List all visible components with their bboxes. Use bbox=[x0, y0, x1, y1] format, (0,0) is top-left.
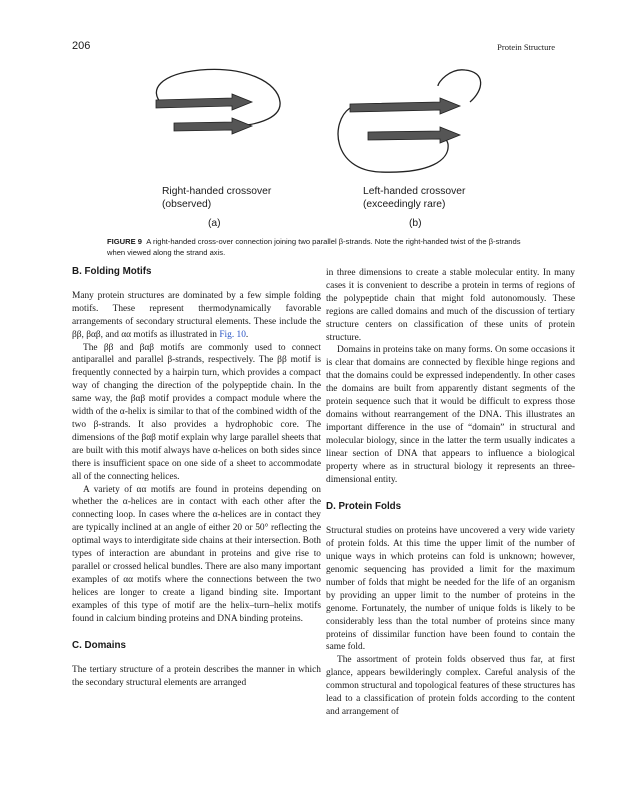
left-handed-crossover-diagram bbox=[338, 70, 481, 172]
beta-strand-arrow bbox=[350, 98, 460, 114]
running-title: Protein Structure bbox=[497, 42, 555, 52]
figure-tag-b: (b) bbox=[409, 218, 422, 229]
beta-strand-arrow bbox=[174, 118, 252, 134]
paragraph-text: . bbox=[245, 329, 249, 340]
right-handed-crossover-diagram bbox=[156, 69, 280, 134]
figure-label-left bbox=[162, 186, 271, 211]
right-label-line2: (exceedingly rare) bbox=[363, 198, 446, 210]
paragraph: A variety of αα motifs are found in proteins depending on whether the α-helices are in contact with each other after the connecting loop. In cases where the α-helices are in contact they are typically inclined at an angle of either 20 or 50° reflecting the optimal ways to interdigitate side chains at their intersection. Both types of interaction are abundant in proteins and give rise to parallel or crossed helical bundles. There are also many important examples of αα motifs where the connections between the two helices are longer to create a ligand binding site. Important examples of this type of motif are the helix–turn–helix motifs found in calcium binding proteins and DNA binding proteins. bbox=[72, 484, 321, 624]
fig-10-link[interactable]: Fig. 10 bbox=[219, 329, 246, 340]
heading-folding-motifs: B. Folding Motifs bbox=[72, 266, 152, 277]
figure-caption bbox=[107, 236, 532, 258]
paragraph: The tertiary structure of a protein describes the manner in which the secondary structural elements are arranged bbox=[72, 665, 321, 689]
heading-domains: C. Domains bbox=[72, 640, 126, 652]
paragraph: Domains in proteins take on many forms. On some occasions it is clear that domains are connected by flexible hinge regions and that the domains could be expressed independently. In other cases the domains are built from apparently distant segments of the protein sequence such that it would be difficult to express those domains without rearrangement of the DNA. This illustrates an important difference in the use of “domain” in structural and molecular biology, since in the latter the term usually indicates a linear section of DNA that appears to influence a biological property where as in structural biology it represents an three-dimensional entity. bbox=[326, 345, 575, 485]
right-label-line1: Left-handed crossover bbox=[363, 186, 466, 197]
right-column bbox=[326, 267, 575, 719]
caption-text: A right-handed cross-over connection joining two parallel β-strands. Note the right-handed twist of the β-strands when viewed along the strand axis. bbox=[107, 237, 521, 257]
paragraph: The assortment of protein folds observed thus far, at first glance, appears bewilderingly complex. Careful analysis of the common structural and topological features of these structures has lead to a classification of protein folds according to the content and arrangement of bbox=[326, 655, 575, 717]
beta-strand-arrow bbox=[156, 94, 252, 110]
left-label-line2: (observed) bbox=[162, 198, 212, 210]
caption-label: FIGURE 9 bbox=[107, 237, 143, 246]
figure-illustration bbox=[120, 60, 510, 190]
paragraph-text: Many protein structures are dominated by a few simple folding motifs. These represent thermodynamically favorable arrangements of secondary structural elements. These include the ββ, βαβ, and αα motifs as illustrated in bbox=[72, 290, 321, 340]
page-number: 206 bbox=[72, 40, 91, 52]
figure-tag-a: (a) bbox=[208, 218, 221, 229]
paragraph: in three dimensions to create a stable molecular entity. In many cases it is convenient to describe a protein in terms of regions of the polypeptide chain that might fold autonomously. These regions are called domains and much of the discussion of tertiary structure centers on classification of these units of protein structure. bbox=[326, 268, 575, 343]
paragraph: The ββ and βαβ motifs are commonly used to connect antiparallel and parallel β-strands, respectively. The ββ motif is frequently connected by a hairpin turn, which provides a compact way of changing the direction of the polypeptide chain. In the same way, the βαβ motif provides a compact module where the width of the α-helix is similar to that of the combined width of the two β-strands. It also provides a hydrophobic core. The dimensions of the βαβ motif explain why large parallel sheets that are built with this motif always have α-helices on both sides since there is insufficient space on one side of a sheet to accommodate all of the connecting helices. bbox=[72, 342, 321, 482]
figure-label-right bbox=[363, 186, 465, 211]
paragraph: Structural studies on proteins have uncovered a very wide variety of protein folds. At this time the upper limit of the number of unique ways in which proteins can fold is unknown; however, genomic sequencing has provided a limit for the maximum number of folds that might be needed for the life of an organism by providing an upper limit to the number of proteins in the genome. Fortunately, the number of unique folds is likely to be considerably less than the total number of proteins since many proteins of dissimilar function have been found to contain the same fold. bbox=[326, 526, 575, 653]
beta-strand-arrow bbox=[368, 127, 460, 143]
paragraph bbox=[72, 290, 321, 342]
heading-protein-folds: D. Protein Folds bbox=[326, 501, 402, 513]
left-column bbox=[72, 266, 321, 690]
left-label-line1: Right-handed crossover bbox=[162, 186, 272, 197]
